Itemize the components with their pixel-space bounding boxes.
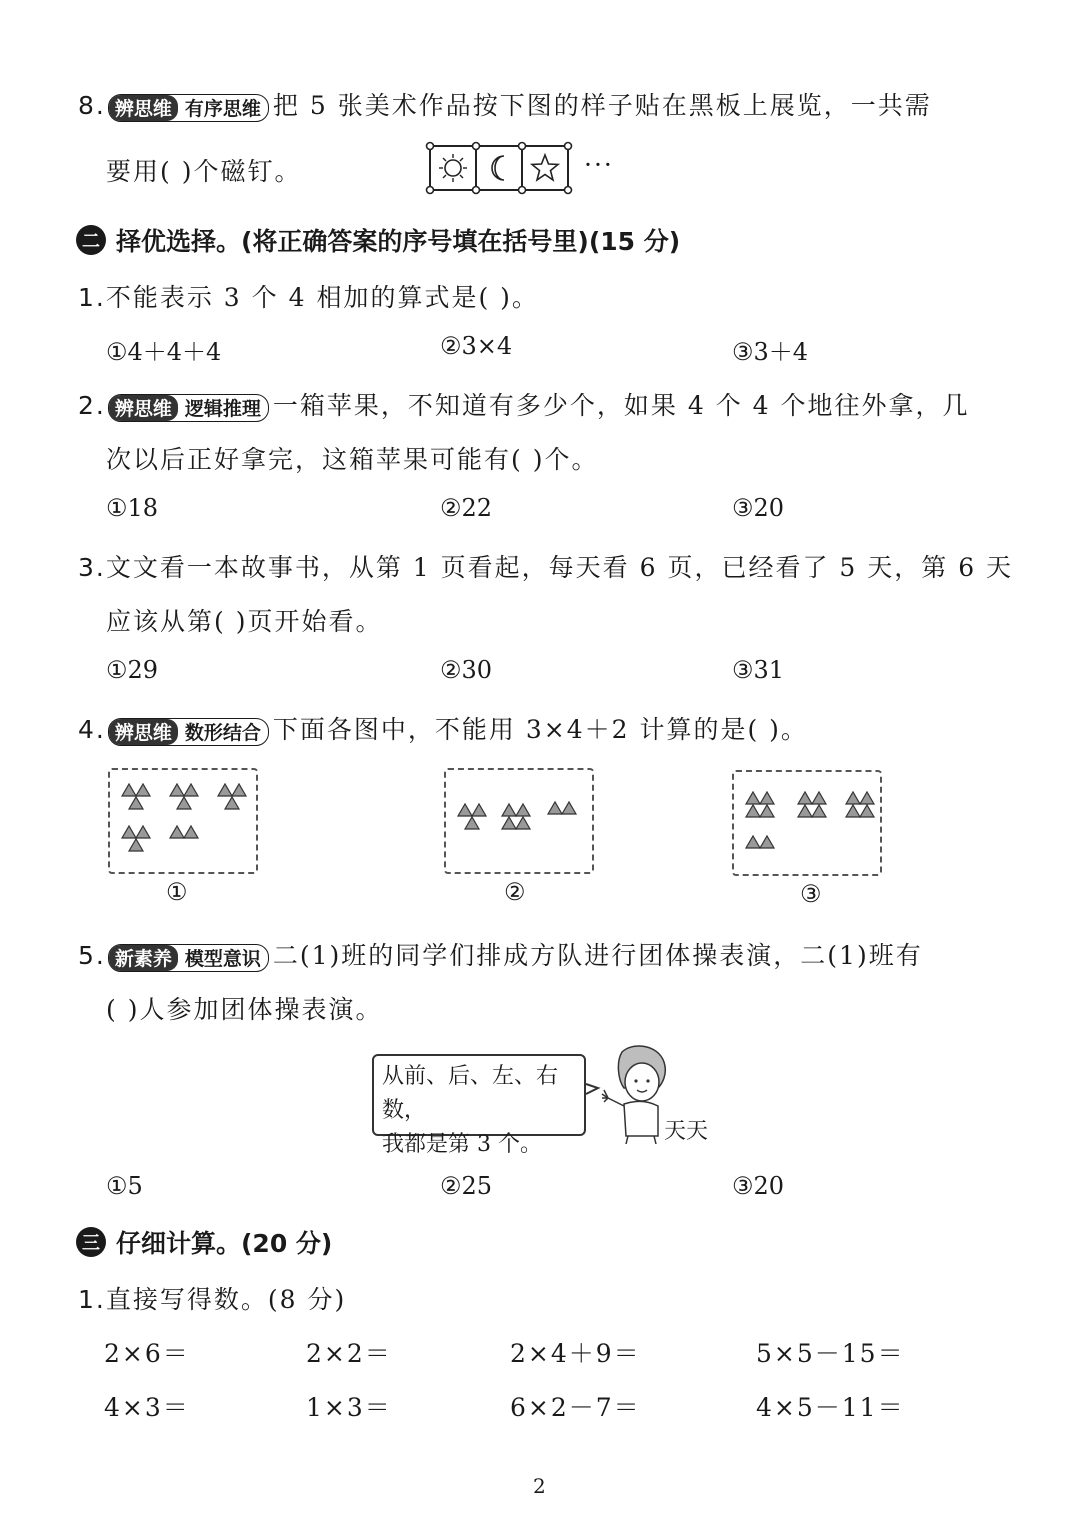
section2-title: 择优选择。(将正确答案的序号填在括号里)(15 分) — [116, 227, 681, 256]
s2q4-line — [78, 710, 808, 746]
q8-ellipsis: ··· — [584, 150, 614, 179]
section3-title: 仔细计算。(20 分) — [116, 1229, 333, 1258]
s2q3-text-line1: 文文看一本故事书，从第 1 页看起，每天看 6 页，已经看了 5 天，第 6 天 — [105, 553, 1014, 582]
q8-tag-dark: 辨思维 — [109, 95, 178, 121]
s2q3-option-2: ②30 — [440, 656, 493, 684]
s2q2-option-2: ②22 — [440, 494, 493, 522]
figure-label-2: ② — [504, 878, 526, 906]
s3q1-number: 1. — [78, 1285, 106, 1314]
s3q1-text: 直接写得数。(8 分) — [105, 1285, 347, 1314]
speech-bubble-tail — [586, 1084, 598, 1094]
s2q5-number: 5. — [78, 941, 106, 970]
star-icon — [532, 155, 558, 180]
s2q2-text-line1: 一箱苹果，不知道有多少个，如果 4 个 4 个地往外拿，几 — [272, 391, 970, 420]
triangle-group — [218, 784, 246, 809]
calc-item: 5×5－15＝ — [756, 1339, 905, 1368]
s2q5-tag-dark: 新素养 — [109, 945, 178, 971]
character-name: 天天 — [664, 1119, 709, 1144]
s2q5-option-1: ①5 — [106, 1172, 143, 1200]
s2q1-line — [78, 278, 539, 314]
section3-number: 三 — [76, 1227, 106, 1257]
calc-item: 2×2＝ — [306, 1339, 392, 1368]
magnets — [427, 143, 572, 194]
s2q2-line2: 次以后正好拿完，这箱苹果可能有( )个。 — [106, 445, 599, 474]
triangle-groups-1 — [110, 770, 256, 872]
triangle — [516, 817, 530, 829]
q8-number: 8. — [78, 91, 106, 120]
s2q3-option-3: ③31 — [732, 656, 785, 684]
triangle-group — [170, 826, 198, 838]
s2q2-number: 2. — [78, 391, 106, 420]
calc-item: 1×3＝ — [306, 1393, 392, 1422]
q8-tag — [108, 94, 269, 122]
s2q2-line1 — [78, 386, 970, 422]
s3q1-line — [78, 1280, 346, 1316]
s2q4-tag — [108, 718, 269, 746]
calc-item: 4×5－11＝ — [756, 1393, 905, 1422]
triangle-group — [122, 784, 150, 809]
s2q4-text: 下面各图中，不能用 3×4＋2 计算的是( )。 — [272, 715, 808, 744]
s2q1-text: 不能表示 3 个 4 相加的算式是( )。 — [105, 283, 539, 312]
s2q3-number: 3. — [78, 553, 106, 582]
s2q5-option-2: ②25 — [440, 1172, 493, 1200]
speech-bubble-line1: 从前、后、左、右数， — [382, 1064, 559, 1123]
moon-icon — [492, 156, 504, 180]
triangle-groups-2 — [446, 770, 592, 872]
triangle-group — [548, 802, 576, 814]
triangle-group — [170, 784, 198, 809]
calc-item: 2×4＋9＝ — [510, 1339, 641, 1368]
sun-icon — [439, 154, 467, 182]
section2-number: 二 — [76, 225, 106, 255]
triangle-group — [502, 804, 530, 816]
triangle-group — [458, 804, 486, 829]
s2q3-option-1: ①29 — [106, 656, 159, 684]
artwork-frame-1 — [430, 146, 476, 190]
page-number: 2 — [533, 1474, 546, 1498]
s2q2-tag-dark: 辨思维 — [109, 395, 178, 421]
q8-tag-light: 有序思维 — [184, 98, 261, 120]
q8-line2: 要用( )个磁钉。 — [106, 157, 302, 186]
magnet-board-illustration — [424, 140, 574, 196]
s2q2-tag — [108, 394, 269, 422]
s2q1-option-1: ①4＋4＋4 — [106, 338, 222, 366]
figure-label-1: ① — [166, 878, 188, 906]
triangle-figure-2 — [444, 768, 594, 874]
section2-header — [76, 222, 680, 258]
triangle-group — [798, 792, 826, 817]
s2q4-tag-light: 数形结合 — [184, 722, 261, 744]
s2q5-line2: ( )人参加团体操表演。 — [106, 995, 383, 1024]
s2q5-tag — [108, 944, 269, 972]
s2q2-option-1: ①18 — [106, 494, 159, 522]
s2q2-tag-light: 逻辑推理 — [184, 398, 261, 420]
s2q1-option-3: ③3＋4 — [732, 338, 809, 366]
triangle-group — [846, 792, 874, 817]
speech-bubble — [372, 1054, 586, 1157]
section3-header — [76, 1224, 332, 1260]
triangle — [502, 817, 516, 829]
triangle-group — [746, 792, 774, 817]
s2q4-number: 4. — [78, 715, 106, 744]
s2q1-option-2: ②3×4 — [440, 332, 513, 360]
s2q5-line1 — [78, 936, 923, 972]
s2q4-tag-dark: 辨思维 — [109, 719, 178, 745]
q8-text-line1: 把 5 张美术作品按下图的样子贴在黑板上展览，一共需 — [272, 91, 932, 120]
triangle-figure-3 — [732, 770, 882, 876]
s2q5-tag-light: 模型意识 — [184, 948, 261, 970]
triangle-group — [122, 826, 150, 851]
calc-item: 2×6＝ — [104, 1339, 190, 1368]
child-character-illustration — [584, 1040, 674, 1144]
speech-bubble-line2: 我都是第 3 个。 — [382, 1132, 542, 1157]
q8-line1 — [78, 86, 932, 122]
triangle-figure-1 — [108, 768, 258, 874]
artwork-frame-2 — [476, 146, 522, 190]
s2q5-option-3: ③20 — [732, 1172, 785, 1200]
s2q1-number: 1. — [78, 283, 106, 312]
s2q3-line1 — [78, 548, 1013, 584]
s2q3-line2: 应该从第( )页开始看。 — [106, 607, 383, 636]
waving-hand-icon — [602, 1090, 624, 1106]
s2q2-option-3: ③20 — [732, 494, 785, 522]
body — [624, 1101, 658, 1136]
triangle-groups-3 — [734, 772, 880, 874]
artwork-frame-3 — [522, 146, 568, 190]
calc-item: 4×3＝ — [104, 1393, 190, 1422]
figure-label-3: ③ — [800, 880, 822, 908]
calc-item: 6×2－7＝ — [510, 1393, 641, 1422]
face — [625, 1063, 659, 1101]
triangle-group — [746, 836, 774, 848]
s2q5-text-line1: 二(1)班的同学们排成方队进行团体操表演，二(1)班有 — [272, 941, 923, 970]
